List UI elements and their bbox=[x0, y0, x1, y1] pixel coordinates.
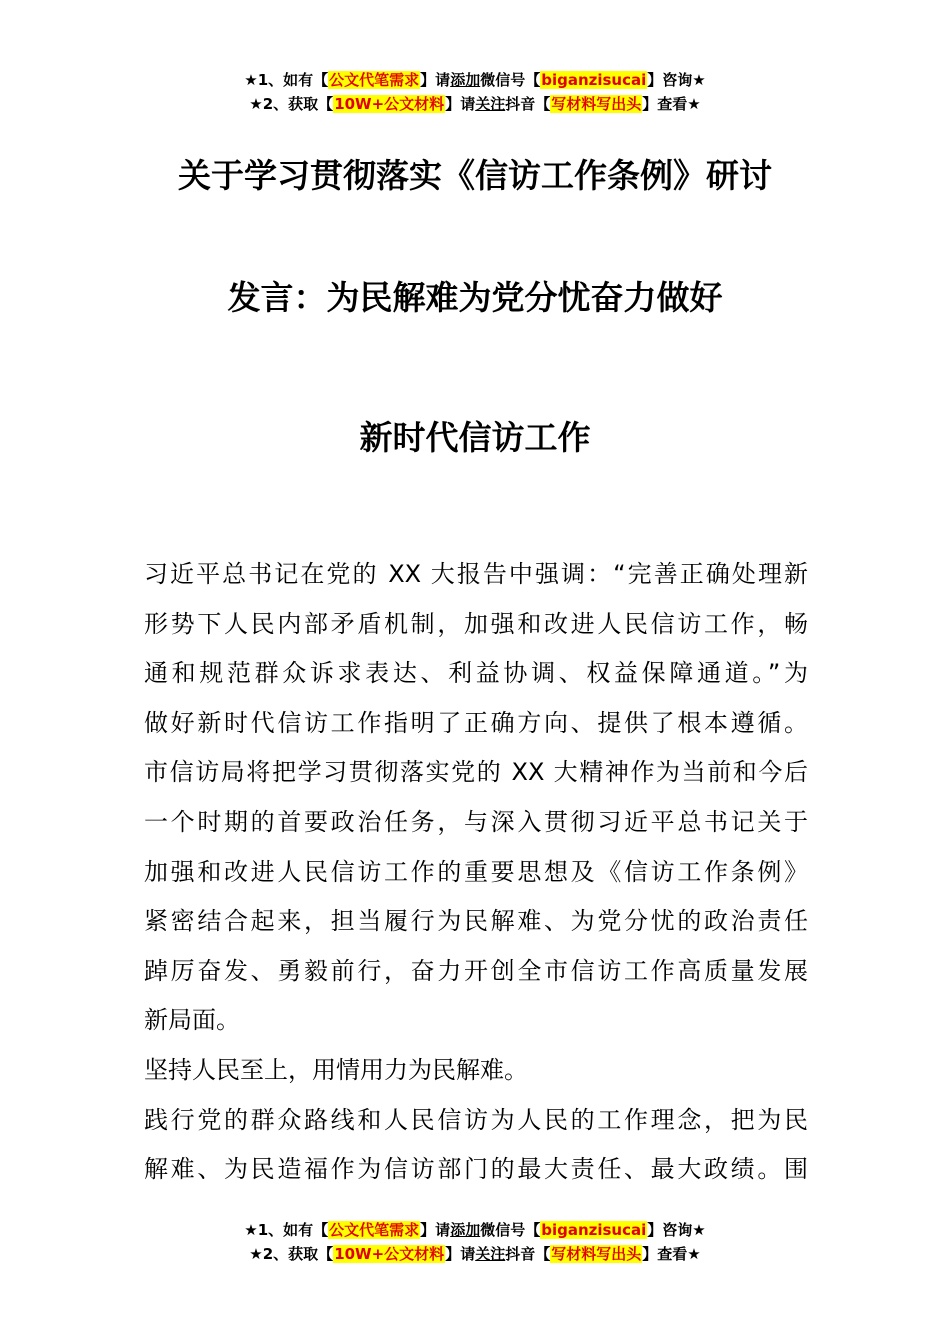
banner-text: 微信号【 bbox=[480, 1221, 541, 1239]
text-line: 践行党的群众路线和人民信访为人民的工作理念，把为民 bbox=[144, 1105, 808, 1134]
text-line: 紧密结合起来，担当履行为民解难、为党分忧的政治责任 bbox=[144, 907, 808, 936]
text-line: 踔厉奋发、勇毅前行，奋力开创全市信访工作高质量发展 bbox=[144, 956, 808, 985]
banner-text: 微信号【 bbox=[480, 71, 541, 89]
text-line: 坚持人民至上，用情用力为民解难。 bbox=[144, 1055, 528, 1084]
text-line: 加强和改进人民信访工作的重要思想及《信访工作条例》 bbox=[144, 857, 808, 886]
banner-underline: 添加 bbox=[450, 71, 481, 89]
document-body bbox=[144, 550, 808, 1195]
banner-highlight: 公文代笔需求 bbox=[329, 71, 420, 89]
banner-text: 抖音【 bbox=[505, 95, 551, 113]
banner-text: 】请 bbox=[445, 1245, 476, 1263]
banner-text: ★2、获取【 bbox=[249, 1245, 334, 1263]
banner-text: 】请 bbox=[420, 71, 451, 89]
text-line: 一个时期的首要政治任务，与深入贯彻习近平总书记关于 bbox=[144, 807, 808, 836]
banner-text: 】请 bbox=[420, 1221, 451, 1239]
banner-line-1 bbox=[0, 1218, 950, 1242]
text-line: 新局面。 bbox=[144, 1006, 240, 1035]
banner-highlight: biganzisucai bbox=[541, 71, 647, 89]
banner-text: ★2、获取【 bbox=[249, 95, 334, 113]
banner-line-1 bbox=[0, 68, 950, 92]
text-line: 形势下人民内部矛盾机制，加强和改进人民信访工作，畅 bbox=[144, 609, 808, 638]
paragraph-3 bbox=[144, 1096, 808, 1195]
document-title-line-2: 发言：为民解难为党分忧奋力做好 bbox=[227, 278, 723, 317]
footer-banner bbox=[0, 1218, 950, 1266]
banner-underline: 添加 bbox=[450, 1221, 481, 1239]
banner-highlight: 10W+公文材料 bbox=[334, 95, 445, 113]
banner-text: 】查看★ bbox=[642, 95, 701, 113]
banner-text: 】查看★ bbox=[642, 1245, 701, 1263]
banner-underline: 关注 bbox=[475, 95, 506, 113]
banner-text: ★1、如有【 bbox=[244, 71, 329, 89]
document-title-line-1: 关于学习贯彻落实《信访工作条例》研讨 bbox=[178, 156, 772, 195]
text-line: 通和规范群众诉求表达、利益协调、权益保障通道。”为 bbox=[144, 659, 808, 688]
banner-highlight: 公文代笔需求 bbox=[329, 1221, 420, 1239]
paragraph-2 bbox=[144, 1046, 808, 1096]
text-line: 习近平总书记在党的 XX 大报告中强调：“完善正确处理新 bbox=[144, 560, 808, 588]
banner-highlight: 10W+公文材料 bbox=[334, 1245, 445, 1263]
paragraph-1 bbox=[144, 550, 808, 1046]
document-title-line-3: 新时代信访工作 bbox=[359, 418, 591, 457]
banner-highlight: 写材料写出头 bbox=[551, 95, 642, 113]
header-banner bbox=[0, 68, 950, 116]
text-line: 解难、为民造福作为信访部门的最大责任、最大政绩。围 bbox=[144, 1155, 808, 1184]
banner-line-2 bbox=[0, 1242, 950, 1266]
banner-text: 】请 bbox=[445, 95, 476, 113]
text-line: 市信访局将把学习贯彻落实党的 XX 大精神作为当前和今后 bbox=[144, 758, 808, 787]
banner-text: 抖音【 bbox=[505, 1245, 551, 1263]
banner-highlight: biganzisucai bbox=[541, 1221, 647, 1239]
banner-text: 】咨询★ bbox=[647, 1221, 706, 1239]
text-line: 做好新时代信访工作指明了正确方向、提供了根本遵循。 bbox=[144, 708, 808, 737]
banner-line-2 bbox=[0, 92, 950, 116]
banner-text: ★1、如有【 bbox=[244, 1221, 329, 1239]
banner-underline: 关注 bbox=[475, 1245, 506, 1263]
banner-highlight: 写材料写出头 bbox=[551, 1245, 642, 1263]
banner-text: 】咨询★ bbox=[647, 71, 706, 89]
